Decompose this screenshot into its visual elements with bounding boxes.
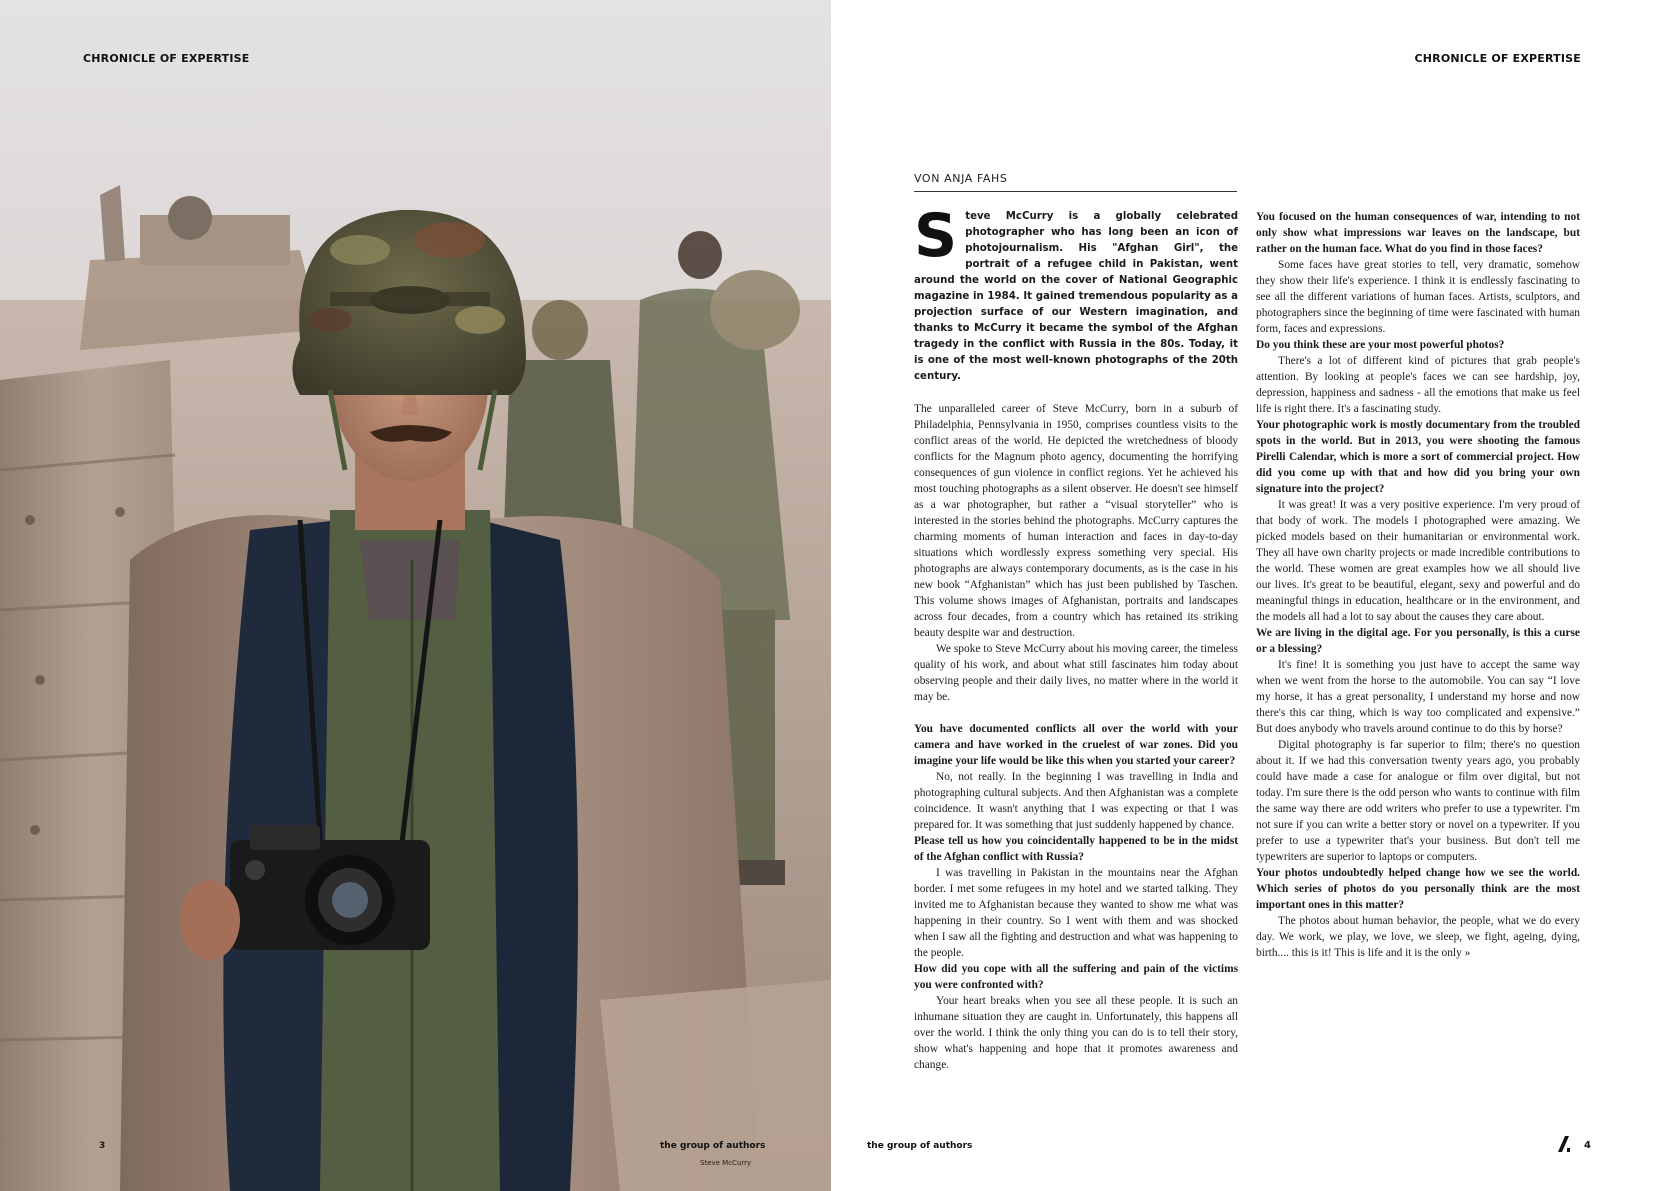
portrait-photo — [0, 0, 831, 1191]
interview-question: You focused on the human consequences of war, intending to not only show what impressions war leaves on the landscape, but rather on the human face. What do you find in those faces? — [1256, 211, 1580, 255]
interview-question: We are living in the digital age. For you personally, is this a curse or a blessing? — [1256, 627, 1580, 655]
interview-question: Please tell us how you coincidentally happened to be in the midst of the Afghan conflict with Russia? — [914, 835, 1238, 863]
interview-question: Do you think these are your most powerful photos? — [1256, 339, 1505, 351]
interview-answer: Digital photography is far superior to film; there's no question about it. If we had this conversation twenty years ago, you probably could have made a case for analogue or film over digital, but not today. I'm sure there is the odd person who wants to continue with film the same way there are odd writers who prefer to use a typewriter. I'm not sure if you can write a better story or novel on a typewriter. If you prefer to use a typewriter that's your business. But don't tell me typewriters are superior to laptops or computers. — [1256, 739, 1580, 863]
interview-question: You have documented conflicts all over the world with your camera and have worked in the cruelest of war zones. Did you imagine your life would be like this when you started your career? — [914, 723, 1238, 767]
intro-paragraph: We spoke to Steve McCurry about his moving career, the timeless quality of his work, and about what still fascinates him today about observing people and their daily lives, no matter where in the world it may be. — [914, 643, 1238, 703]
interview-answer: It's fine! It is something you just have to accept the same way when we went from the horse to the automobile. You can say “I love my horse, it has a great personality, I understand my horse and now there's this car thing, which is way too complicated and expensive.” But does anybody who travels around continue to do this by horse? — [1256, 659, 1580, 735]
interview-question: How did you cope with all the suffering and pain of the victims you were confronted with? — [914, 963, 1238, 991]
interview-answer: It was great! It was a very positive experience. I'm very proud of that body of work. The models I photographed were amazing. We picked models based on their humanitarian or environmental work. They all have own charity projects or made incredible contributions to the world. These women are great examples how we all should live our lives. It's great to be beautiful, elegant, sexy and powerful and do meaningful things in education, healthcare or in the environment, and the models all had a lot to say about the causes they care about. — [1256, 499, 1580, 623]
page-number-right: 4 — [1584, 1140, 1591, 1151]
byline: VON ANJA FAHS — [914, 172, 1008, 185]
article-lead — [914, 209, 1238, 385]
photo-credit: Steve McCurry — [700, 1159, 752, 1167]
byline-divider — [914, 191, 1237, 192]
intro-paragraph: The unparalleled career of Steve McCurry, born in a suburb of Philadelphia, Pennsylvania in 1950, comprises countless visits to the conflict areas of the world. He depicted the wretchedness of bloody conflicts for the Magnum photo agency, documenting the horrifying consequences of gun violence in conflict regions. Yet he achieved his most touching photographs as a silent observer. He doesn't see himself as a war photographer, but rather a “visual storyteller” who is interested in the stories behind the photographs. McCurry captures the charming moments of human interaction and faces in day-to-day situations which wordlessly express something very special. His photographs are always contemporary documents, as is the case in his new book “Afghanistan” which has just been published by Taschen. This volume shows images of Afghanistan, portraits and landscapes across four decades, from a country which has retained its striking beauty despite war and destruction. — [914, 403, 1238, 639]
interview-question: Your photos undoubtedly helped change how we see the world. Which series of photos do you personally think are the most important ones in this matter? — [1256, 867, 1580, 911]
slash-logo-icon — [1557, 1136, 1571, 1152]
interview-answer: There's a lot of different kind of pictures that grab people's attention. By looking at people's faces we can see hardship, joy, depression, happiness and sadness - all the emotions that make us feel life is right there. It's a fascinating study. — [1256, 355, 1580, 415]
interview-answer: I was travelling in Pakistan in the mountains near the Afghan border. I met some refugees in my hotel and we started talking. They invited me to Afghanistan because they wanted to show me what was happening in their country. So I went with them and was shocked when I saw all the fighting and destruction and what was happening to the people. — [914, 867, 1238, 959]
interview-answer: No, not really. In the beginning I was travelling in India and photographing cultural subjects. And then Afghanistan was a complete coincidence. It wasn't anything that I was expecting or that I was prepared for. It was something that just suddenly happened by chance. — [914, 771, 1238, 831]
page-number-left: 3 — [99, 1141, 106, 1151]
photo-illustration — [0, 0, 831, 1191]
section-header-right: CHRONICLE OF EXPERTISE — [1414, 52, 1581, 65]
camera-icon — [230, 825, 430, 950]
article-page — [831, 0, 1663, 1191]
interview-answer: Some faces have great stories to tell, very dramatic, somehow they show their life's experience. I think it is endlessly fascinating to see all the different variations of human faces. Artists, sculptors, and photographers since the beginning of time were fascinated with human form, faces and expressions. — [1256, 259, 1580, 335]
article-column-1 — [914, 209, 1238, 1119]
lead-text: teve McCurry is a globally celebrated photographer who has long been an icon of photojournalism. His "Afghan Girl", the portrait of a refugee child in Pakistan, went around the world on the cover of National Geographic magazine in 1984. It gained tremendous popularity as a projection surface of our Western imagination, and thanks to McCurry it became the symbol of the Afghan tragedy in the conflict with Russia in the 80s. Today, it is one of the most well-known photographs of the 20th century. — [914, 211, 1238, 382]
article-column-2 — [1256, 209, 1580, 1119]
brand-name-right: the group of authors — [867, 1141, 973, 1151]
drop-cap: S — [914, 209, 958, 271]
section-header-left: CHRONICLE OF EXPERTISE — [83, 52, 250, 65]
interview-question: Your photographic work is mostly documentary from the troubled spots in the world. But in 2013, you were shooting the famous Pirelli Calendar, which is more a sort of commercial project. How did you come up with that and how did you bring your own signature into the project? — [1256, 419, 1580, 495]
interview-answer: Your heart breaks when you see all these people. It is such an inhumane situation they are caught in. Unfortunately, this happens all over the world. I think the only thing you can do is to tell their story, show what's happening and hope that it promotes awareness and change. — [914, 995, 1238, 1071]
interview-answer: The photos about human behavior, the people, what we do every day. We work, we play, we love, we sleep, we fight, ageing, dying, birth.... this is it! This is life and it is the only » — [1256, 915, 1580, 959]
brand-name-left: the group of authors — [660, 1141, 766, 1151]
